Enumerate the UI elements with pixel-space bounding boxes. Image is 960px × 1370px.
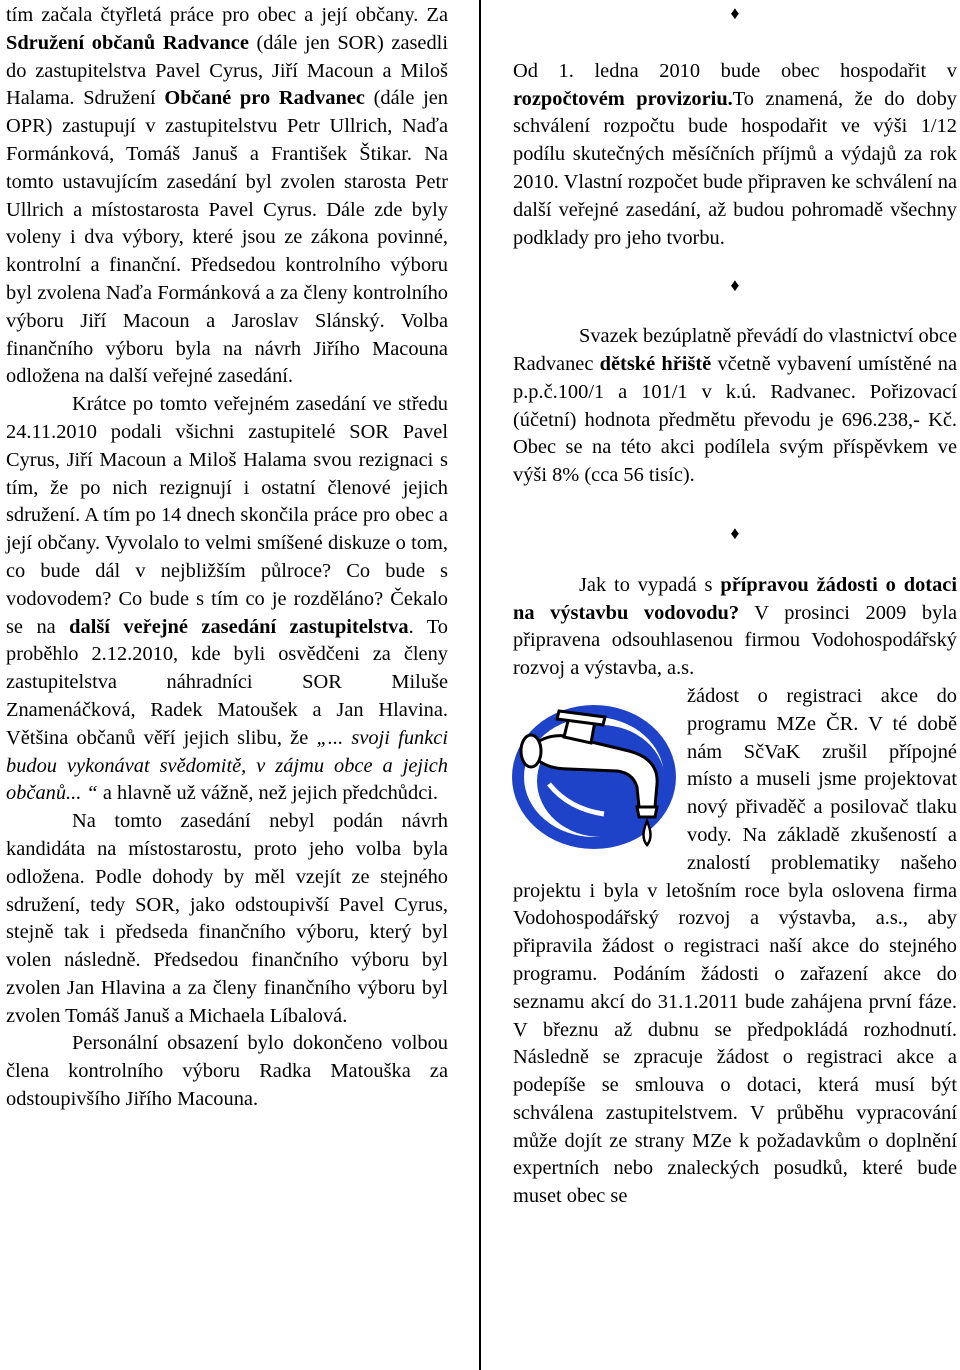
paragraph-deputy-mayor: Na tomto zasedání nebyl podán návrh kandidáta na místostarostu, proto jeho volba byla odložena. Podle dohody by měl vzejít ze stejného sdružení, tedy SOR, jako odstoupivší Pavel Cyrus, stejně tak i předseda finančního výboru, který byl volen následně. Předsedou finančního výboru byl zvolen Jan Hlavina a za členy finančního výboru byl zvolen Tomáš Januš a Michaela Líbalová. [6, 810, 448, 1027]
left-column [6, 2, 448, 1114]
paragraph-water-supply-intro: Jak to vypadá s přípravou žádosti o dotaci na výstavbu vodovodu? V prosinci 2009 byla připravena odsouhlasenou firmou Vodohospodářský rozvoj a výstavba, a.s. [513, 573, 957, 680]
paragraph-personnel: Personální obsazení bylo dokončeno volbou člena kontrolního výboru Radka Matouška za odstoupivšího Jiřího Macouna. [6, 1032, 448, 1111]
paragraph-budget-provisional: Od 1. ledna 2010 bude obec hospodařit v rozpočtovém provizoriu.To znamená, že do doby schválení rozpočtu bude hospodařit ve výši 1/12 podílu skutečných měsíčních příjmů a výdajů za rok 2010. Vlastní rozpočet bude připraven ke schválení na další veřejné zasedání, až budou pohromadě všechny podklady pro jeho tvorbu. [513, 59, 957, 249]
column-divider [479, 0, 481, 1370]
paragraph-council-intro: tím začala čtyřletá práce pro obec a její občany. Za Sdružení občanů Radvance (dále jen SOR) zasedli do zastupitelstva Pavel Cyrus, Jiří Macoun a Miloš Halama. Sdružení Občané pro Radvanec (dále jen OPR) zastupují v zastupitelstvu Petr Ullrich, Naďa Formánková, Tomáš Januš a František Štikar. Na tomto ustavujícím zasedání byl zvolen starosta Petr Ullrich a místostarosta Pavel Cyrus. Dále zde byly voleny i dva výbory, které jsou ze zákona povinné, kontrolní a finanční. Předsedou kontrolního výboru byl zvolena Naďa Formánková a za členy kontrolního výboru Jiří Macoun a Jaroslav Slánský. Volba finančního výboru byla na návrh Jiřího Macouna odložena na další veřejné zasedání. [6, 4, 449, 388]
paragraph-resignation: Krátce po tomto veřejném zasedání ve středu 24.11.2010 podali všichni zastupitelé SOR Pavel Cyrus, Jiří Macoun a Miloš Halama svou rezignaci s tím, že po nich rezignují i ostatní členové jejich sdružení. A tím po 14 dnech skončila práce pro obec a její občany. Vyvolalo to velmi smíšené diskuze o tom, co bude dál v nejbližším půlroce? Co bude s vodovodem? Co bude s tím co je rozděláno? Čekalo se na další veřejné zasedání zastupitelstva. To proběhlo 2.12.2010, kde byli osvědčeni za členy zastupitelstva náhradníci SOR Miluše Znamenáčková, Radek Matoušek a Jan Hlavina. Většina občanů věří jejich slibu, že „... svoji funkci budou vykonávat svědomitě, v zájmu obce a jejich občanů... “ a hlavně už vážně, než jejich předchůdci. [6, 393, 448, 805]
water-faucet-icon [509, 689, 679, 854]
right-column [513, 0, 957, 1211]
separator-diamond-icon: ♦ [730, 275, 740, 296]
paragraph-water-supply-detail: žádost o registraci akce do programu MZe ČR. V té době nám SčVaK zrušil přípojné místo a museli jsme projektovat nový přivaděč a posilovač tlaku vody. Na základě zkušeností a znalostí problematiky našeho projektu i byla v letošním roce byla oslovena firma Vodohospodářský rozvoj a výstavba, a.s., aby připravila žádost o registraci naší akce do stejného programu. Podáním žádosti o zařazení akce do seznamu akcí do 31.1.2011 bude zahájena první fáze. V březnu až dubnu se předpokládá rozhodnutí. Následně se zpracuje žádost o registraci akce a podepíše se smlouva o dotaci, která musí být schválena zastupitelstvem. V průběhu vypracování může dojít ze strany MZe k požadavkům o doplnění expertních nebo znaleckých posudků, které bude muset obec se [513, 684, 957, 1208]
separator-diamond-icon: ♦ [730, 3, 740, 23]
paragraph-playground-transfer: Svazek bezúplatně převádí do vlastnictví obce Radvanec dětské hřiště včetně vybavení umístěné na p.p.č.100/1 a 101/1 v k.ú. Radvanec. Pořizovací (účetní) hodnota předmětu převodu je 696.238,- Kč. Obec se na této akci podílela svým příspěvkem ve výši 8% (cca 56 tisíc). [513, 325, 958, 487]
separator-diamond-icon: ♦ [730, 522, 740, 543]
